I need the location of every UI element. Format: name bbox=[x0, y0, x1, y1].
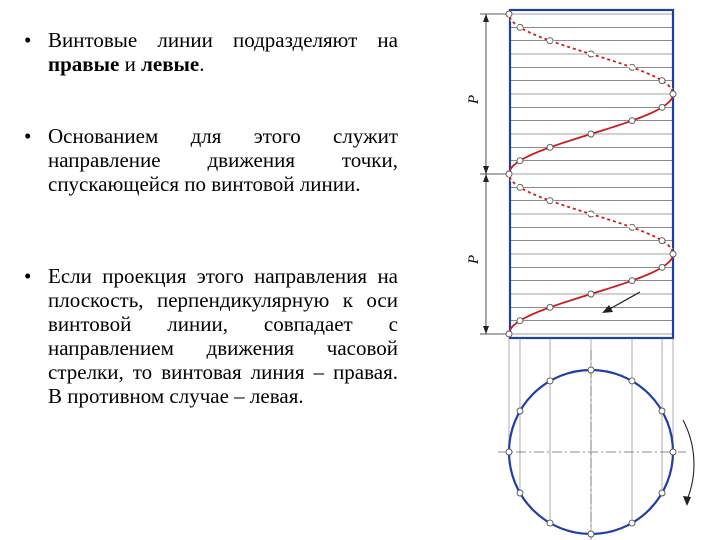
bullet-item bbox=[22, 264, 398, 408]
circle-point bbox=[629, 378, 635, 384]
bullet-bold-right: правые bbox=[48, 52, 120, 76]
circle-point bbox=[588, 367, 594, 373]
bullet-text-part: и bbox=[119, 52, 142, 76]
circle-point bbox=[547, 378, 553, 384]
pitch-label: P bbox=[466, 94, 482, 104]
pitch-label: P bbox=[466, 254, 482, 264]
circle-point bbox=[659, 408, 665, 414]
dimension-arrowhead bbox=[483, 14, 489, 22]
helix-point bbox=[588, 291, 594, 297]
circle-point bbox=[517, 408, 523, 414]
helix-point bbox=[517, 158, 523, 164]
helix-point bbox=[659, 264, 665, 270]
bullet-text bbox=[48, 28, 398, 76]
circle-point bbox=[670, 449, 676, 455]
dimension-arrowhead bbox=[483, 326, 489, 334]
dimension-arrowhead bbox=[483, 174, 489, 182]
circle-point bbox=[659, 490, 665, 496]
bullet-text: Основанием для этого служит направление движения точки, спускающейся по винтовой линии. bbox=[48, 124, 398, 196]
pitch-dimensions bbox=[480, 14, 510, 334]
helix-point bbox=[629, 278, 635, 284]
dimension-arrowhead bbox=[483, 166, 489, 174]
direction-arrows bbox=[602, 292, 694, 506]
helix-point bbox=[588, 131, 594, 137]
bullet-text-part: Винтовые линии подразделяют на bbox=[48, 28, 398, 52]
helix-point bbox=[659, 104, 665, 110]
circle-point bbox=[547, 520, 553, 526]
circle-point bbox=[517, 490, 523, 496]
bullet-marker: • bbox=[24, 28, 32, 52]
helix-grid-lines bbox=[510, 14, 673, 334]
helix-point bbox=[629, 118, 635, 124]
bullet-item bbox=[22, 124, 398, 196]
direction-arrow-head bbox=[602, 305, 613, 313]
circle-point bbox=[506, 449, 512, 455]
circle-point bbox=[588, 531, 594, 537]
bullet-text: Если проекция этого направления на плоскость, перпендикулярную к оси винтовой линии, совпадает с направлением движения часовой стрелки, то винтовая линия – правая. В противном случае – левая. bbox=[48, 264, 398, 408]
helix-point bbox=[517, 318, 523, 324]
helix-point bbox=[547, 304, 553, 310]
bullet-marker: • bbox=[24, 264, 32, 288]
bullet-item bbox=[22, 28, 398, 76]
bullet-text-part: . bbox=[199, 52, 205, 76]
rotation-arrow-icon bbox=[683, 420, 694, 500]
bullet-marker: • bbox=[24, 124, 32, 148]
helix-point bbox=[547, 144, 553, 150]
helix-point bbox=[506, 331, 512, 337]
bullet-bold-left: левые bbox=[141, 52, 200, 76]
rotation-arrow-head bbox=[683, 496, 691, 506]
circle-point bbox=[629, 520, 635, 526]
helix-diagram bbox=[440, 0, 710, 540]
